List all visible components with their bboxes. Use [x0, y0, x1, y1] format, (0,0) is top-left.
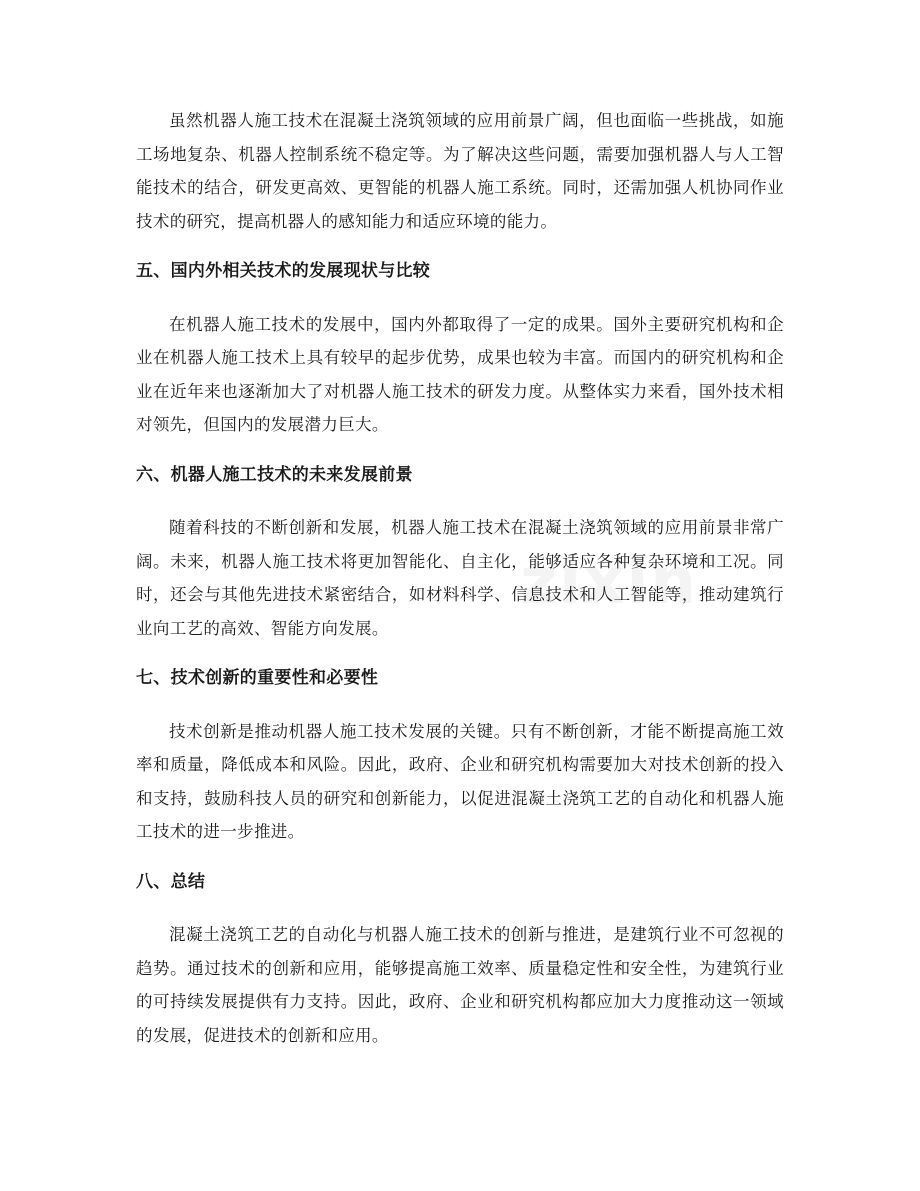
document-body: [136, 104, 784, 1052]
section-6-paragraph: 随着科技的不断创新和发展，机器人施工技术在混凝土浇筑领域的应用前景非常广阔。未来，机器人施工技术将更加智能化、自主化，能够适应各种复杂环境和工况。同时，还会与其他先进技术紧密结合，如材料科学、信息技术和人工智能等，推动建筑行业向工艺的高效、智能方向发展。: [136, 518, 784, 638]
section-6-heading: 六、机器人施工技术的未来发展前景: [136, 464, 413, 485]
intro-paragraph: 虽然机器人施工技术在混凝土浇筑领域的应用前景广阔，但也面临一些挑战，如施工场地复杂、机器人控制系统不稳定等。为了解决这些问题，需要加强机器人与人工智能技术的结合，研发更高效、更智能的机器人施工系统。同时，还需加强人机协同作业技术的研究，提高机器人的感知能力和适应环境的能力。: [136, 111, 784, 231]
section-7-heading: 七、技术创新的重要性和必要性: [136, 668, 379, 688]
section-8-paragraph: 混凝土浇筑工艺的自动化与机器人施工技术的创新与推进，是建筑行业不可忽视的趋势。通过技术的创新和应用，能够提高施工效率、质量稳定性和安全性，为建筑行业的可持续发展提供有力支持。因此，政府、企业和研究机构都应加大力度推动这一领域的发展，促进技术的创新和应用。: [136, 925, 784, 1045]
section-7-paragraph: 技术创新是推动机器人施工技术发展的关键。只有不断创新，才能不断提高施工效率和质量，降低成本和风险。因此，政府、企业和研究机构需要加大对技术创新的投入和支持，鼓励科技人员的研究和创新能力，以促进混凝土浇筑工艺的自动化和机器人施工技术的进一步推进。: [136, 721, 784, 841]
watermark: zixin: [520, 545, 698, 619]
section-8-heading: 八、总结: [136, 871, 206, 892]
section-5-paragraph: 在机器人施工技术的发展中，国内外都取得了一定的成果。国外主要研究机构和企业在机器人施工技术上具有较早的起步优势，成果也较为丰富。而国内的研究机构和企业在近年来也逐渐加大了对机器人施工技术的研发力度。从整体实力来看，国外技术相对领先，但国内的发展潜力巨大。: [136, 314, 784, 434]
section-5-heading: 五、国内外相关技术的发展现状与比较: [136, 261, 431, 281]
